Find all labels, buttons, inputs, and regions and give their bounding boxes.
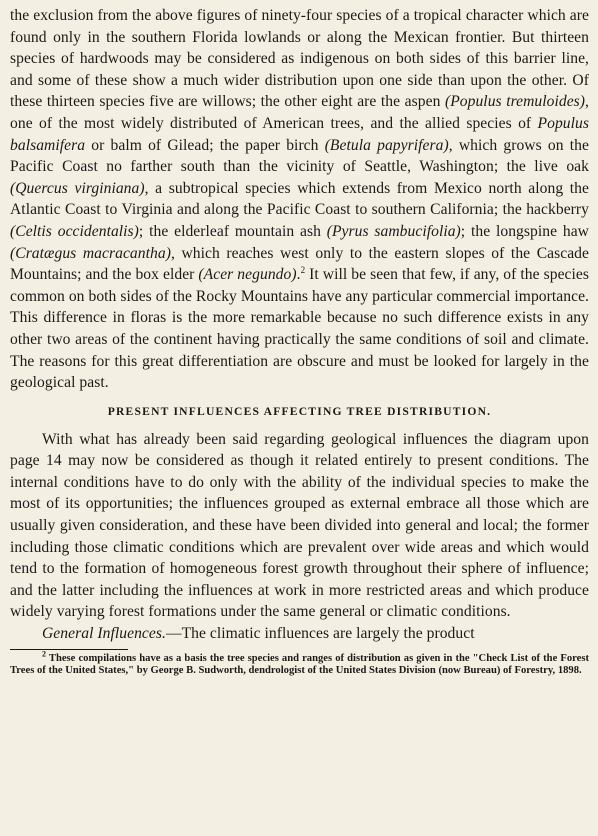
body-paragraph-2: With what has already been said regarding geological influences the diagram upon page 14 may now be considered as though it related entirely to present conditions. The internal conditions have to do only with the ability of the individual species to make the most of its opportunities; the influences grouped as external embrace all those which are usually given consideration, and these have been divided into general and local; the former including those climatic conditions which are prevalent over wide areas and which would tend to the formation of homogeneous forest growth throughout their sphere of influence; and the latter including the influences at work in more restricted areas and which produce widely varying forest formations under the same general or climatic conditions. xyxy=(10,430,589,621)
footnote-marker[interactable]: 2 xyxy=(300,264,306,275)
species-name: (Cratægus macracantha) xyxy=(10,244,171,262)
text-run: . xyxy=(296,266,301,284)
text-run: , which reaches west only to the eastern slopes of the Cascade Mountains; and the box elder xyxy=(10,244,589,284)
species-name: (Pyrus sambucifolia) xyxy=(326,222,461,240)
body-paragraph-3 xyxy=(10,623,589,645)
species-name: (Acer negundo) xyxy=(198,266,297,284)
footnote-number: 2 xyxy=(42,649,46,659)
text-run: , which grows on the Pacific Coast no farther south than the vicinity of Seattle, Washington; the live oak xyxy=(10,136,589,176)
text-run: ; the elderleaf mountain ash xyxy=(138,222,327,240)
body-paragraph-1 xyxy=(10,5,589,394)
species-name: (Quercus virginiana) xyxy=(10,179,145,197)
species-name: (Celtis occidentalis) xyxy=(10,222,139,240)
text-run: the exclusion from the above figures of ninety-four species of a tropical character which are found only in the southern Florida lowlands or along the Mexican frontier. But thirteen species of hardwoods may be considered as indigenous on both sides of this barrier line, and some of these show a much wider distribution upon one side than upon the other. Of these thirteen species five are willows; the other eight are the aspen xyxy=(10,7,589,111)
text-run: or balm of Gilead; the paper birch xyxy=(85,136,325,154)
text-run: —The climatic influences are largely the product xyxy=(165,625,475,643)
species-name: Populus balsamifera xyxy=(10,114,589,154)
footnote xyxy=(10,649,589,677)
footnote-text: These compilations have as a basis the tree species and ranges of distribution as given in the "Check List of the Forest Trees of the United States," by George B. Sudworth, dendrologist of the United States Division (now Bureau) of Forestry, 1898. xyxy=(10,652,589,676)
text-run: It will be seen that few, if any, of the species common on both sides of the Rocky Mountains have any particular commercial importance. This difference in floras is the more remarkable because no such difference exists in any other two areas of the continent having practically the same conditions of soil and climate. The reasons for this great differentiation are obscure and must be looked for largely in the geological past. xyxy=(10,266,589,392)
section-heading: PRESENT INFLUENCES AFFECTING TREE DISTRIBUTION. xyxy=(107,404,492,418)
footnote-divider xyxy=(10,649,128,650)
text-run: , one of the most widely distributed of American trees, and the allied species of xyxy=(10,93,589,132)
text-run: , a subtropical species which extends from Mexico north along the Atlantic Coast to Virginia and along the Pacific Coast to southern California; the hackberry xyxy=(10,179,589,219)
text-run: ; the longspine haw xyxy=(460,222,589,240)
subsection-title: General Influences. xyxy=(42,625,166,643)
species-name: (Populus tremuloides) xyxy=(444,93,586,111)
species-name: (Betula papyrifera) xyxy=(324,136,449,154)
